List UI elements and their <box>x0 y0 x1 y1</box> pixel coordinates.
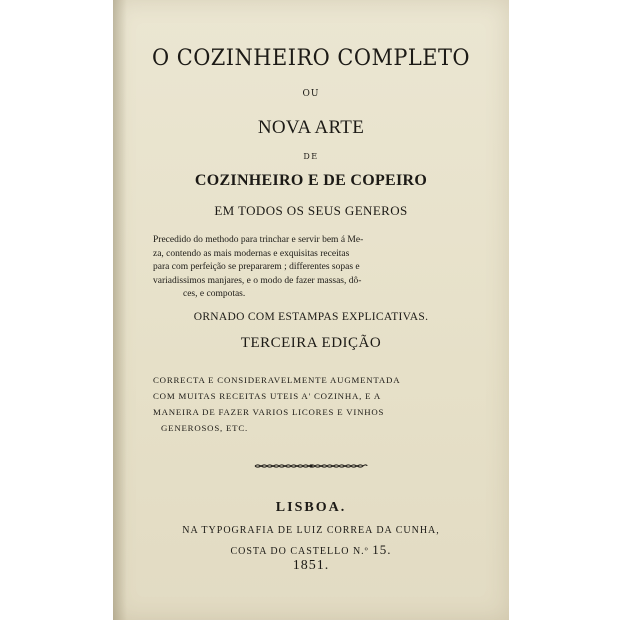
correcta-paragraph <box>153 372 483 436</box>
correcta-line: COM MUITAS RECEITAS UTEIS A' COZINHA, E A <box>153 391 381 401</box>
description-line: za, contendo as mais modernas e exquisitas receitas <box>153 248 350 259</box>
imprint-address-prefix: COSTA DO CASTELLO N.º <box>230 546 369 557</box>
description-paragraph <box>153 234 473 302</box>
description-line: para com perfeição se prepararem ; differentes sopas e <box>153 262 360 272</box>
connector-ou: OU <box>302 89 320 99</box>
imprint-address <box>113 542 509 558</box>
correcta-line: GENEROSOS, ETC. <box>161 423 249 433</box>
imprint-year: 1851. <box>292 558 330 573</box>
description-line: ces, e compotas. <box>183 289 246 299</box>
correcta-line: MANEIRA DE FAZER VARIOS LICORES E VINHOS <box>153 407 385 417</box>
description-line: Precedido do methodo para trinchar e servir bem á Me- <box>153 235 364 245</box>
generos-line: EM TODOS OS SEUS GENEROS <box>214 203 408 218</box>
imprint-printer: NA TYPOGRAFIA DE LUIZ CORREA DA CUNHA, <box>182 525 440 536</box>
book-title: O COZINHEIRO COMPLETO <box>151 46 470 71</box>
imprint-city: LISBOA. <box>275 500 347 515</box>
ornado-line: ORNADO COM ESTAMPAS EXPLICATIVAS. <box>193 311 429 323</box>
connector-de: DE <box>303 152 319 161</box>
ornament-divider-icon <box>253 461 369 471</box>
main-heading: COZINHEIRO E DE COPEIRO <box>194 172 428 189</box>
correcta-line: CORRECTA E CONSIDERAVELMENTE AUGMENTADA <box>153 375 401 385</box>
description-line: variadissimos manjares, e o modo de fazer massas, dô- <box>153 275 362 286</box>
edition-line: TERCEIRA EDIÇÃO <box>240 335 382 351</box>
book-subtitle: NOVA ARTE <box>257 117 365 138</box>
imprint-address-number: 15. <box>372 542 392 557</box>
title-page <box>113 0 509 620</box>
